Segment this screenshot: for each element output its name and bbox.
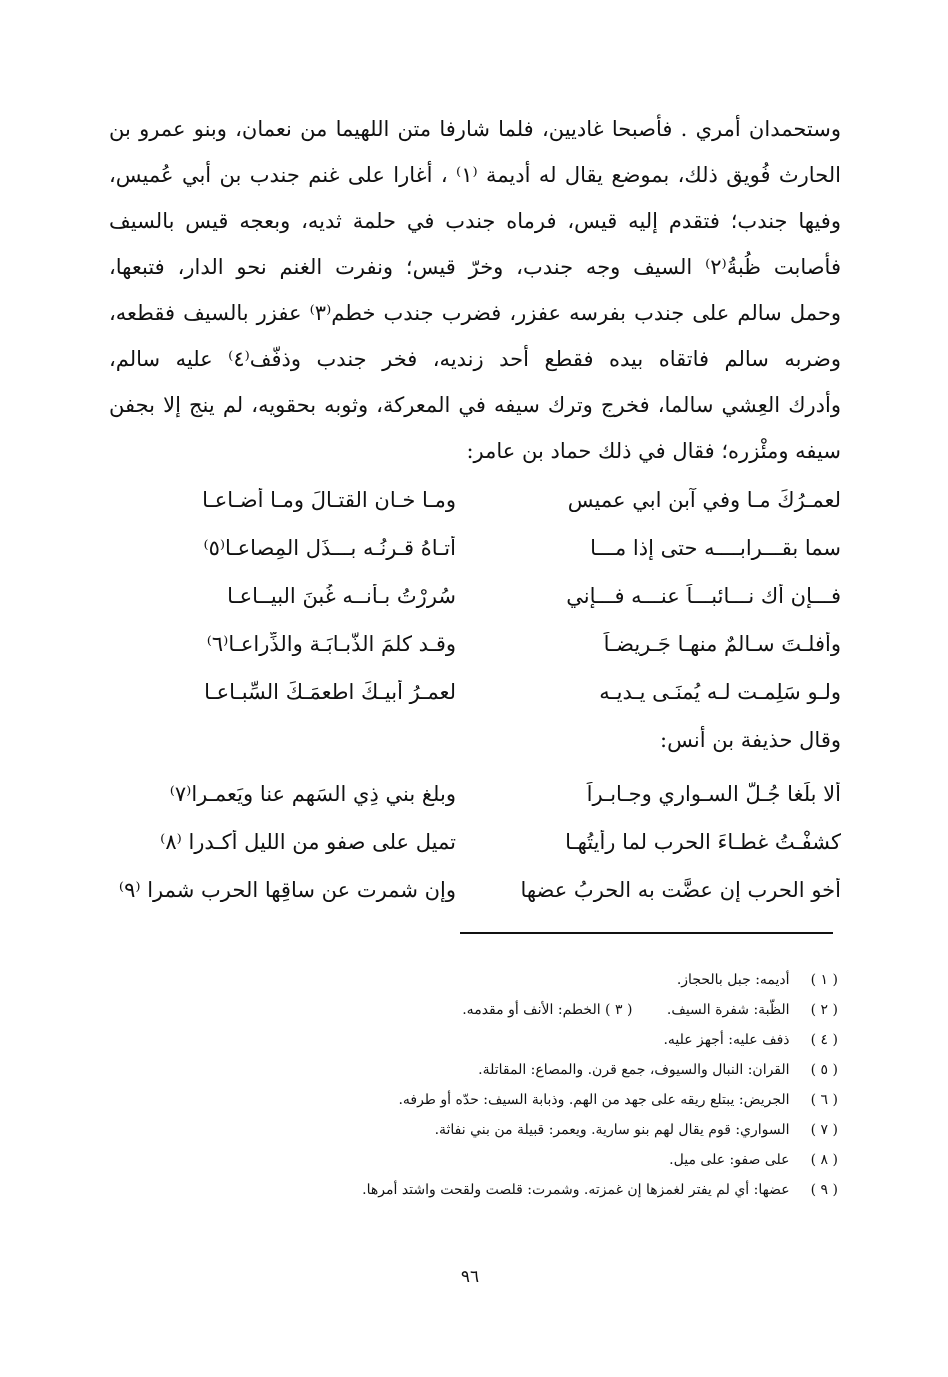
verse-second-hemistich: سُرِرْتُ بـأنــه غُبنَ البيــاعـا (227, 584, 456, 608)
footnote (118, 1085, 838, 1115)
verse (111, 770, 841, 818)
footnote (118, 1025, 838, 1055)
footnote-number: ( ٤ ) (810, 1032, 838, 1048)
footnote (118, 1115, 838, 1145)
verse-second-hemistich: وإن شمرت عن ساقِها الحرب شمرا ⁽٩⁾ (118, 878, 456, 902)
page-number: ٩٦ (460, 1267, 480, 1287)
verse-second-hemistich: وقـد كلمَ الذُّبـابَـة والذِّراعـا⁽٦⁾ (206, 632, 456, 656)
poem-intro: وقال حذيفة بن أنس: (660, 728, 841, 752)
footnote-number: ( ٦ ) (810, 1092, 838, 1108)
footnote-number: ( ١ ) (810, 972, 838, 988)
verse-first-hemistich: كشفْـتُ غطـاءَ الحرب لما رأيتُهـا (565, 830, 841, 854)
footnote-text: السواري: قوم يقال لهم بنو سارية. ويعمر: قبيلة من بني نفاثة. (434, 1122, 790, 1138)
footnote-number: ( ٩ ) (810, 1182, 838, 1198)
poem-hudhayfa (111, 770, 841, 914)
prose-line: وحمل سالم على جندب بفرسه عفزر، فضرب جندب خطم⁽٣⁾ عفزر بالسيف فقطعه، (109, 301, 841, 325)
footnote-number: ( ٢ ) (810, 1002, 838, 1018)
prose-paragraph (109, 106, 841, 474)
verse-second-hemistich: وبلغ بني ذِي السَهم عنا ويَعمـرا⁽٧⁾ (169, 782, 456, 806)
footnote-text: أديمه: جبل بالحجاز. (676, 972, 790, 988)
footnote (118, 1055, 838, 1085)
verse-second-hemistich: أتـاهُ قـرنُـه بـــذَل المِصاعـا⁽٥⁾ (203, 536, 456, 560)
verse (111, 572, 841, 620)
verse-first-hemistich: سما بقـــرابــــه حتى إذا مـــا (590, 536, 841, 560)
footnotes (118, 965, 838, 1205)
prose-line: وفيها جندب؛ فتقدم إليه قيس، فرماه جندب في حلمة ثديه، وبعجه قيس بالسيف (109, 209, 841, 233)
footnote-text: على صفو: على ميل. (669, 1152, 790, 1168)
verse-second-hemistich: ومـا خـان القتـالَ ومـا أضـاعـا (202, 488, 456, 512)
poem-hammad (111, 476, 841, 716)
verse (111, 620, 841, 668)
footnote-number: ( ٧ ) (810, 1122, 838, 1138)
prose-line: وأدرك العِشي سالما، فخرج وترك سيفه في المعركة، وثوبه بحقويه، لم ينج إلا بجفن (109, 393, 841, 417)
verse-first-hemistich: لعمـرُكَ مـا وفي آبن ابي عميسٍ (567, 488, 841, 512)
verse-first-hemistich: ولـو سَلِمـت لـه يُمنَـى يـديـه (599, 680, 841, 704)
footnote-text: ذفف عليه: أجهز عليه. (663, 1032, 790, 1048)
verse-second-hemistich: لعمـرُ أبيـكَ اطعمَـكَ السِّبـاعـا (204, 680, 456, 704)
prose-line: سيفه ومئْزره؛ فقال في ذلك حماد بن عامر: (466, 439, 841, 463)
footnote-number: ( ٥ ) (810, 1062, 838, 1078)
verse-first-hemistich: ألا بلِّغا جُـلَّ السـواري وجـابـراً (586, 782, 841, 806)
footnote-text: عضها: أي لم يفتر لغمزها إن غمزته. وشمرت: قلصت ولقحت واشتد أمرها. (362, 1182, 790, 1198)
prose-line: وستحمدان أمري . فأصبحا غاديين، فلما شارفا متن اللهيما من نعمان، وبنو عمرو بن (109, 117, 841, 141)
prose-line: فأصابت ظُبةُ⁽٢⁾ السيف وجه جندب، وخرّ قيس؛ ونفرت الغنم نحو الدار، فتبعها، (109, 255, 841, 279)
footnote-divider (460, 932, 833, 934)
footnote-text: الجريض: يبتلع ريقه على جهد من الهم. وذبابة السيف: حدّه أو طرفه. (398, 1092, 790, 1108)
footnote-number: ( ٨ ) (810, 1152, 838, 1168)
prose-line: وضربه سالم فاتقاه بيده فقطع أحد زنديه، فخر جندب وذفّف⁽٤⁾ عليه سالم، (109, 347, 841, 371)
footnote-text: الظّبة: شفرة السيف. (666, 1002, 790, 1018)
footnote (118, 1145, 838, 1175)
verse (111, 524, 841, 572)
footnote (118, 995, 838, 1025)
verse (111, 668, 841, 716)
verse-first-hemistich: فـــإن أك نـــائبـــاً عنـــه فـــإني (566, 584, 841, 608)
verse-first-hemistich: أخو الحرب إن عضَّت به الحربُ عضها (520, 878, 841, 902)
footnote-text: القران: النبال والسيوف، جمع قرن. والمصاع: المقاتلة. (478, 1062, 790, 1078)
footnote (118, 1175, 838, 1205)
footnote-text: ( ٣ ) الخطم: الأنف أو مقدمه. (462, 1002, 633, 1018)
verse (111, 866, 841, 914)
verse (111, 818, 841, 866)
verse-second-hemistich: تميل على صفوٍ من الليلِ أكـدرا ⁽٨⁾ (160, 830, 456, 854)
footnote (118, 965, 838, 995)
verse (111, 476, 841, 524)
verse-first-hemistich: وأفلـتَ سـالمٌ منهـا جَـريضـاً (603, 632, 841, 656)
prose-line: الحارث فُويق ذلك، بموضع يقال له أديمة ⁽١⁾ ، أغارا على غنم جندب بن أبي عُميس، (109, 163, 841, 187)
